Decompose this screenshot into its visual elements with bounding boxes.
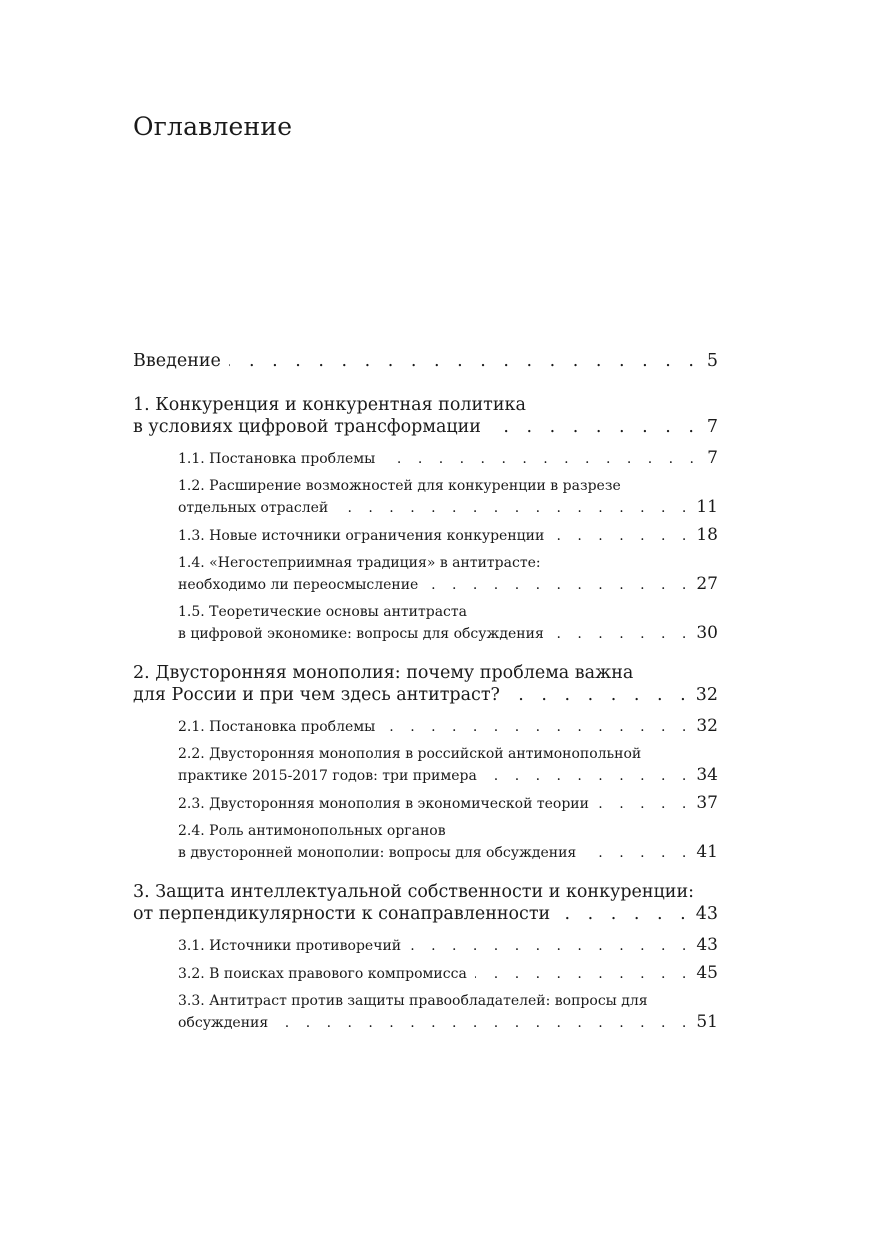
leader-dots: [336, 498, 692, 519]
toc-page-number: 30: [696, 623, 718, 643]
toc-page-number: 11: [696, 497, 718, 517]
toc-entry-title: 1. Конкуренция и конкурентная политика: [133, 395, 526, 415]
toc-entry-section-1-3[interactable]: [178, 525, 718, 547]
leader-dots: [552, 624, 693, 645]
toc-entry-section-2-3[interactable]: [178, 793, 718, 815]
toc-entry-title: 3. Защита интеллектуальной собственности и конкуренции:: [133, 882, 695, 902]
toc-entry-title: 2.2. Двусторонняя монополия в российской антимонопольной: [178, 746, 642, 762]
toc-entry-section-2-1[interactable]: [178, 716, 718, 738]
leader-dots: [558, 903, 692, 925]
toc-page-number: 45: [696, 963, 718, 983]
toc-page-number: 41: [696, 842, 718, 862]
toc-page-number: 43: [696, 935, 718, 955]
toc-page-number: 7: [706, 417, 718, 437]
toc-entry-title-cont: в условиях цифровой трансформации: [133, 417, 481, 437]
toc-entry-title: Введение: [133, 351, 221, 371]
table-of-contents: [133, 350, 718, 1034]
toc-entry-title-cont: для России и при чем здесь антитраст?: [133, 685, 500, 705]
toc-page-number: 37: [696, 793, 718, 813]
leader-dots: [383, 717, 692, 738]
toc-page-number: 32: [696, 716, 718, 736]
leader-dots: [584, 843, 692, 864]
toc-entry-section-3-3[interactable]: [178, 991, 718, 1034]
toc-entry-section-1-4[interactable]: [178, 553, 718, 596]
toc-page-number: 43: [695, 904, 718, 924]
toc-page-number: 7: [707, 448, 718, 468]
toc-entry-introduction[interactable]: [133, 350, 718, 372]
toc-entry-title-cont: необходимо ли переосмысление: [178, 577, 419, 593]
toc-page-number: 27: [696, 574, 718, 594]
leader-dots: [276, 1013, 692, 1034]
leader-dots: [489, 416, 700, 438]
toc-entry-title: 1.3. Новые источники ограничения конкуренции: [178, 528, 545, 544]
toc-entry-title: 3.3. Антитраст против защиты правообладателей: вопросы для: [178, 993, 648, 1009]
toc-entry-title-cont: в цифровой экономике: вопросы для обсуждения: [178, 626, 544, 642]
leader-dots: [475, 964, 693, 985]
leader-dots: [409, 936, 692, 957]
toc-entry-title-cont: отдельных отраслей: [178, 500, 329, 516]
toc-entry-section-1-2[interactable]: [178, 476, 718, 519]
toc-entry-section-1-1[interactable]: [178, 448, 718, 470]
toc-entry-title: 3.2. В поисках правового компромисса: [178, 966, 467, 982]
toc-entry-chapter-3[interactable]: [133, 881, 718, 925]
toc-entry-title: 1.1. Постановка проблемы: [178, 451, 376, 467]
toc-page-number: 5: [706, 351, 718, 371]
toc-page-number: 34: [696, 765, 718, 785]
leader-dots: [597, 794, 692, 815]
leader-dots: [552, 526, 692, 547]
leader-dots: [508, 684, 692, 706]
toc-page-number: 18: [696, 525, 718, 545]
toc-entry-chapter-2[interactable]: [133, 662, 718, 706]
toc-entry-section-2-4[interactable]: [178, 821, 718, 864]
leader-dots: [426, 575, 692, 596]
toc-entry-title: 2.4. Роль антимонопольных органов: [178, 823, 446, 839]
toc-entry-title-cont: в двусторонней монополии: вопросы для обсуждения: [178, 845, 577, 861]
toc-entry-title: 1.5. Теоретические основы антитраста: [178, 604, 467, 620]
toc-entry-chapter-1[interactable]: [133, 394, 718, 438]
toc-entry-title-cont: практике 2015-2017 годов: три примера: [178, 768, 477, 784]
toc-entry-section-3-2[interactable]: [178, 963, 718, 985]
toc-page-number: 51: [696, 1012, 718, 1032]
toc-entry-title: 2. Двусторонняя монополия: почему проблема важна: [133, 663, 634, 683]
toc-entry-section-1-5[interactable]: [178, 602, 718, 645]
page-title: Оглавление: [133, 112, 293, 141]
toc-entry-section-3-1[interactable]: [178, 935, 718, 957]
toc-entry-section-2-2[interactable]: [178, 744, 718, 787]
toc-entry-title-cont: обсуждения: [178, 1015, 269, 1031]
leader-dots: [383, 449, 700, 470]
toc-entry-title: 3.1. Источники противоречий: [178, 938, 402, 954]
toc-entry-title: 1.4. «Негостеприимная традиция» в антитрасте:: [178, 555, 541, 571]
toc-entry-title-cont: от перпендикулярности к сонаправленности: [133, 904, 551, 924]
toc-page-number: 32: [695, 685, 718, 705]
leader-dots: [229, 350, 700, 372]
toc-entry-title: 1.2. Расширение возможностей для конкуренции в разрезе: [178, 478, 621, 494]
leader-dots: [485, 766, 693, 787]
toc-entry-title: 2.1. Постановка проблемы: [178, 719, 376, 735]
toc-entry-title: 2.3. Двусторонняя монополия в экономической теории: [178, 796, 589, 812]
